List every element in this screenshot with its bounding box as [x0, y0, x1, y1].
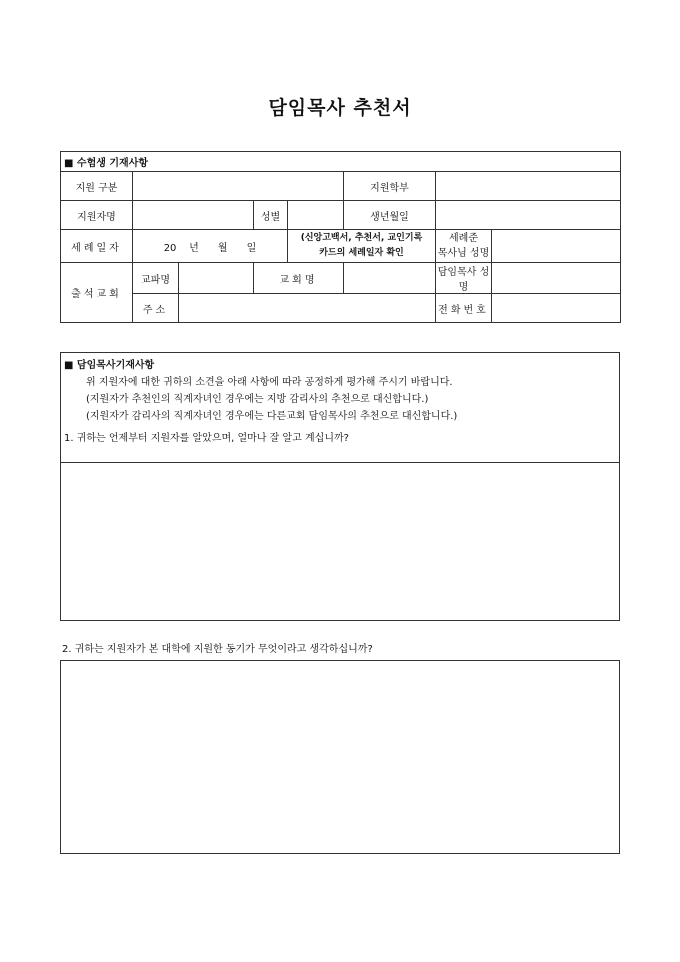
evaluation-instructions: 위 지원자에 대한 귀하의 소견을 아래 사항에 따라 공정하게 평가해 주시기 바랍니다.	[86, 377, 453, 388]
application-type-field[interactable]	[133, 172, 344, 201]
note-direct-child-superintendent: (지원자가 감리사의 직계자녀인 경우에는 다른교회 담임목사의 추천으로 대신합니다.)	[86, 411, 458, 422]
answer-2-box[interactable]	[60, 660, 620, 854]
question-2: 2. 귀하는 지원자가 본 대학에 지원한 동기가 무엇이라고 생각하십니까?	[62, 644, 373, 655]
application-type-label: 지원 구분	[61, 172, 133, 201]
gender-label: 성별	[254, 201, 288, 230]
baptism-date-label: 세례일자	[61, 230, 133, 263]
gender-field[interactable]	[288, 201, 344, 230]
baptizer-name-label	[436, 230, 492, 263]
department-label: 지원학부	[344, 172, 436, 201]
pastor-name-field[interactable]	[492, 263, 621, 294]
baptism-note-line1: (신앙고백서, 추천서, 교인기록	[300, 233, 423, 243]
phone-field[interactable]	[492, 294, 621, 323]
address-label: 주소	[133, 294, 179, 323]
denomination-label: 교파명	[133, 263, 179, 294]
page-title: 담임목사 추천서	[268, 97, 412, 119]
applicant-name-label: 지원자명	[61, 201, 133, 230]
baptism-date-field[interactable]	[133, 230, 288, 263]
question-1: 1. 귀하는 언제부터 지원자를 알았으며, 얼마나 잘 알고 계십니까?	[64, 433, 349, 444]
baptism-date-note	[288, 230, 436, 263]
baptism-year-prefix: 20	[163, 242, 177, 254]
pastor-section-intro	[61, 353, 619, 463]
section1-header: ■ 수험생 기재사항	[61, 152, 621, 172]
baptizer-label-line2: 목사님 성명	[437, 248, 490, 259]
church-name-field[interactable]	[344, 263, 436, 294]
note-direct-child-pastor: (지원자가 추천인의 직계자녀인 경우에는 지방 감리사의 추천으로 대신합니다.)	[86, 394, 429, 405]
denomination-field[interactable]	[179, 263, 254, 294]
church-name-label: 교회명	[254, 263, 344, 294]
section2-header: ■ 담임목사기재사항	[64, 360, 155, 371]
baptism-day-unit: 일	[246, 242, 257, 254]
baptism-note-line2: 카드의 세례일자 확인	[319, 248, 404, 258]
baptizer-name-field[interactable]	[492, 230, 621, 263]
attending-church-label: 출석교회	[61, 263, 133, 323]
baptizer-label-line1: 세례준	[449, 233, 478, 244]
pastor-section	[60, 352, 620, 621]
birthdate-field[interactable]	[436, 201, 621, 230]
baptism-year-unit: 년	[189, 242, 199, 254]
answer-1-box[interactable]	[61, 463, 619, 620]
phone-label: 전화번호	[436, 294, 492, 323]
department-field[interactable]	[436, 172, 621, 201]
applicant-name-field[interactable]	[133, 201, 254, 230]
baptism-month-unit: 월	[217, 242, 228, 254]
birthdate-label: 생년월일	[344, 201, 436, 230]
applicant-info-table	[60, 151, 621, 323]
pastor-name-label: 담임목사 성명	[436, 263, 492, 294]
address-field[interactable]	[179, 294, 436, 323]
